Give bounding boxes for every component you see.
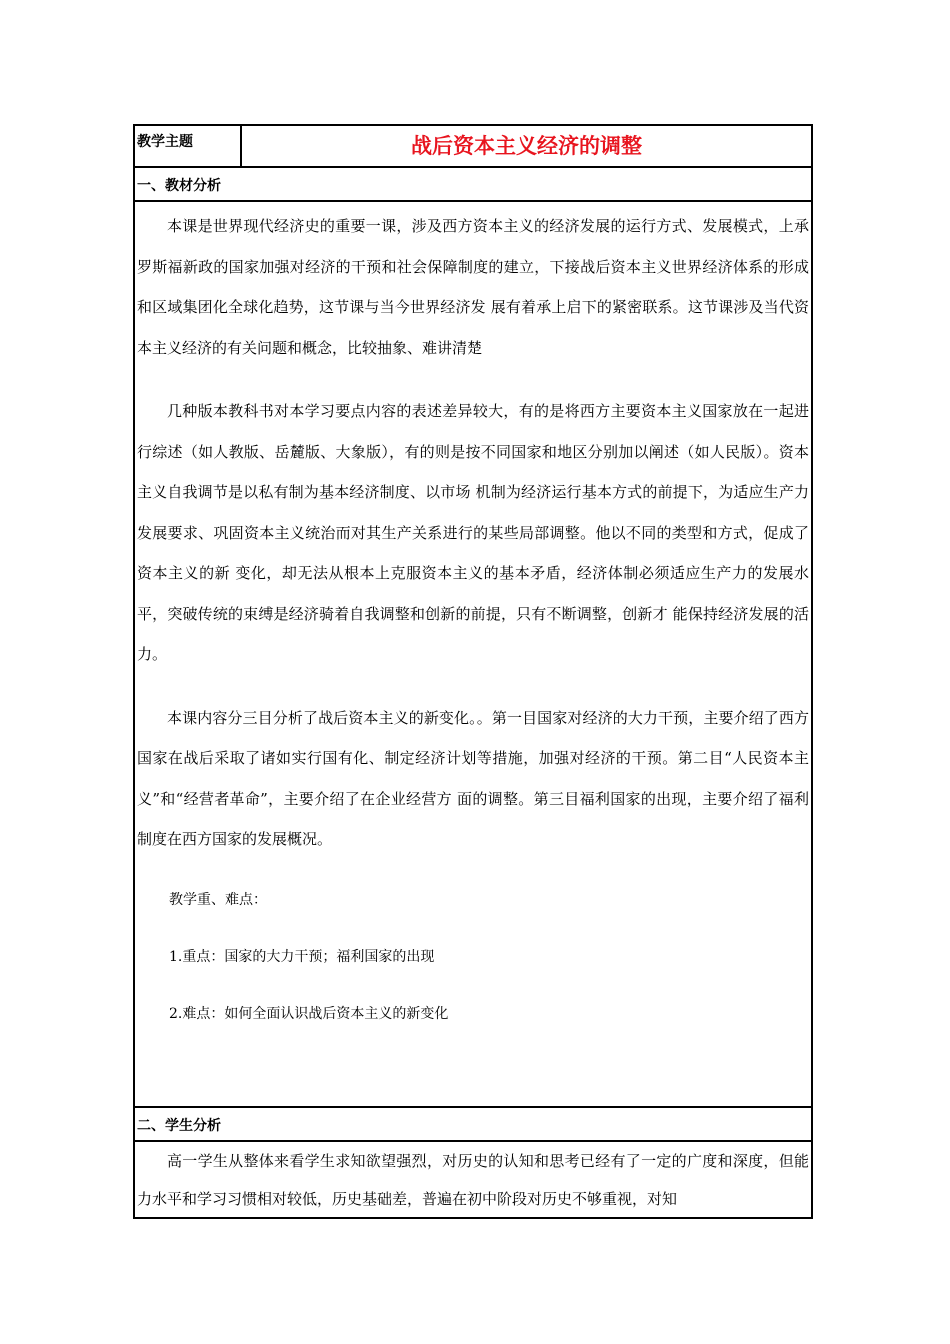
student-analysis-paragraph: 高一学生从整体来看学生求知欲望强烈，对历史的认知和思考已经有了一定的广度和深度，但能力水平和学习习惯相对较低，历史基础差，普遍在初中阶段对历史不够重视，对知 [137,1152,809,1208]
textbook-analysis-paragraph-1: 本课是世界现代经济史的重要一课，涉及西方资本主义的经济发展的运行方式、发展模式，上承罗斯福新政的国家加强对经济的干预和社会保障制度的建立，下接战后资本主义世界经济体系的形成和区域集团化全球化趋势，这节课与当今世界经济发 展有着承上启下的紧密联系。这节课涉及当代资本主义经济的有关问题和概念，比较抽象、难讲清楚 [137,217,809,357]
section1-heading-row [134,167,812,201]
topic-label: 教学主题 [134,125,241,167]
key-point: 1.重点：国家的大力干预；福利国家的出现 [169,948,435,965]
textbook-analysis-paragraph-3: 本课内容分三目分析了战后资本主义的新变化。。第一目国家对经济的大力干预，主要介绍了西方国家在战后采取了诸如实行国有化、制定经济计划等措施，加强对经济的干预。第二目“人民资本主义”和“经营者革命”，主要介绍了在企业经营方 面的调整。第三目福利国家的出现，主要介绍了福利制度在西方国家的发展概况。 [137,708,809,848]
section1-content [134,201,812,1107]
section1-content-row [134,201,812,1107]
lesson-plan-table [133,124,813,1219]
section2-content [134,1141,812,1218]
difficult-point: 2.难点：如何全面认识战后资本主义的新变化 [169,1005,449,1022]
section2-content-row [134,1141,812,1218]
lesson-title: 战后资本主义经济的调整 [241,125,812,167]
key-points-title: 教学重、难点： [169,891,267,908]
section2-heading: 二、学生分析 [134,1107,812,1141]
textbook-analysis-paragraph-2: 几种版本教科书对本学习要点内容的表述差异较大，有的是将西方主要资本主义国家放在一起进行综述（如人教版、岳麓版、大象版），有的则是按不同国家和地区分别加以阐述（如人民版）。资本主义自我调节是以私有制为基本经济制度、以市场 机制为经济运行基本方式的前提下，为适应生产力发展要求、巩固资本主义统治而对其生产关系进行的某些局部调整。他以不同的类型和方式，促成了资本主义的新 变化，却无法从根本上克服资本主义的基本矛盾，经济体制必须适应生产力的发展水平，突破传统的束缚是经济骑着自我调整和创新的前提，只有不断调整，创新才 能保持经济发展的活力。 [137,402,809,663]
section2-heading-row [134,1107,812,1141]
header-row [134,125,812,167]
section1-heading: 一、教材分析 [134,167,812,201]
